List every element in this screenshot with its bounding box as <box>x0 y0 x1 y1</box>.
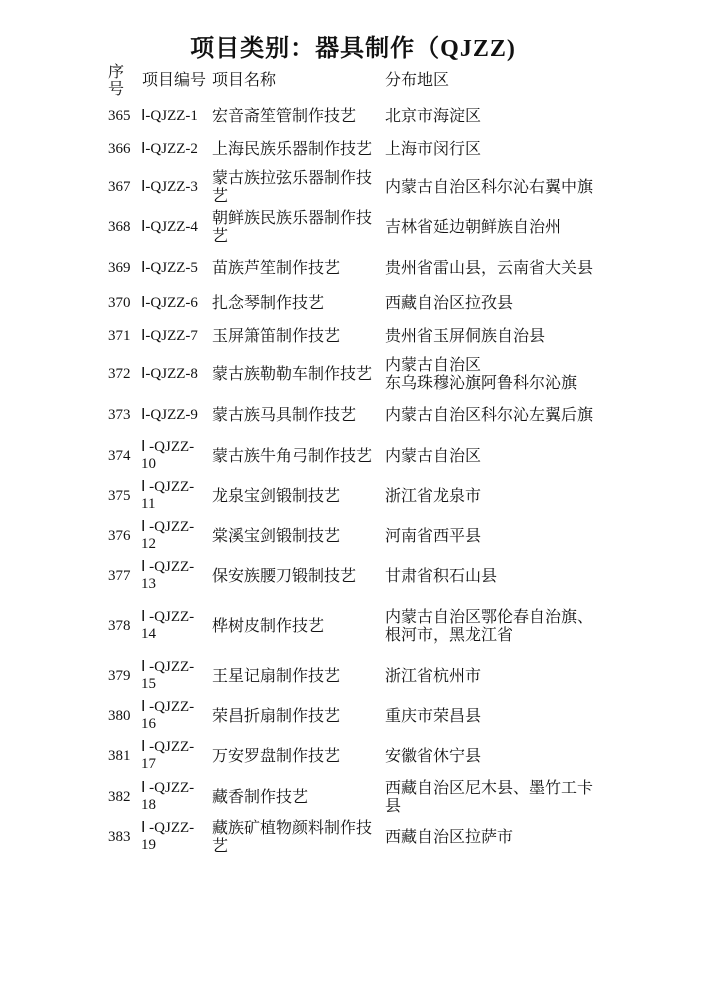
row-region: 北京市海淀区 <box>385 106 482 125</box>
table-row <box>0 478 706 514</box>
row-name: 蒙古族勒勒车制作技艺 <box>212 364 373 383</box>
row-name: 朝鲜族民族乐器制作技艺 <box>212 208 373 245</box>
row-seq: 370 <box>108 295 131 311</box>
row-region: 贵州省雷山县，云南省大关县 <box>385 258 594 277</box>
row-code-prefix: Ⅰ -QJZZ- <box>141 699 195 715</box>
table-row <box>0 209 706 245</box>
table-row <box>0 698 706 734</box>
row-code <box>141 658 213 694</box>
row-name: 蒙古族马具制作技艺 <box>212 405 357 424</box>
table-row <box>0 250 706 286</box>
page-title <box>0 28 706 63</box>
row-seq: 372 <box>108 366 131 382</box>
table-row <box>0 294 706 312</box>
row-name: 蒙古族拉弦乐器制作技艺 <box>212 168 373 205</box>
row-name: 荣昌折扇制作技艺 <box>212 706 341 725</box>
row-code: Ⅰ-QJZZ-2 <box>141 141 198 157</box>
row-code <box>141 779 213 815</box>
row-code-prefix: Ⅰ -QJZZ- <box>141 559 195 575</box>
row-region: 重庆市荣昌县 <box>385 706 482 725</box>
table-row <box>0 438 706 474</box>
row-code-number: 14 <box>141 626 156 642</box>
row-seq: 379 <box>108 668 131 684</box>
row-region: 内蒙古自治区鄂伦春自治旗、 根河市，黑龙江省 <box>385 607 594 644</box>
row-name: 藏族矿植物颜料制作技艺 <box>212 818 373 855</box>
row-code-number: 10 <box>141 456 156 472</box>
row-code <box>141 819 213 855</box>
row-code-prefix: Ⅰ -QJZZ- <box>141 609 195 625</box>
table-row <box>0 327 706 345</box>
row-region: 内蒙古自治区科尔沁左翼后旗 <box>385 405 594 424</box>
row-code <box>141 608 213 644</box>
row-code <box>141 478 213 514</box>
row-code-prefix: Ⅰ -QJZZ- <box>141 820 195 836</box>
row-name: 上海民族乐器制作技艺 <box>212 139 373 158</box>
row-region: 上海市闵行区 <box>385 139 482 158</box>
table-row <box>0 140 706 158</box>
row-code <box>141 738 213 774</box>
row-seq: 369 <box>108 260 131 276</box>
row-region: 浙江省杭州市 <box>385 666 482 685</box>
row-seq: 376 <box>108 528 131 544</box>
row-code-prefix: Ⅰ -QJZZ- <box>141 439 195 455</box>
row-code: Ⅰ-QJZZ-1 <box>141 108 198 124</box>
row-code-number: 11 <box>141 496 156 512</box>
row-code <box>141 558 213 594</box>
row-name: 保安族腰刀锻制技艺 <box>212 566 357 585</box>
row-seq: 381 <box>108 748 131 764</box>
row-code-number: 19 <box>141 837 156 853</box>
row-region: 甘肃省积石山县 <box>385 566 498 585</box>
row-name: 藏香制作技艺 <box>212 787 309 806</box>
row-seq: 374 <box>108 448 131 464</box>
row-code-number: 15 <box>141 676 156 692</box>
row-name: 龙泉宝剑锻制技艺 <box>212 486 341 505</box>
row-region: 吉林省延边朝鲜族自治州 <box>385 217 562 236</box>
table-row <box>0 819 706 855</box>
row-region: 贵州省玉屏侗族自治县 <box>385 326 546 345</box>
row-name: 万安罗盘制作技艺 <box>212 746 341 765</box>
row-seq: 371 <box>108 328 131 344</box>
row-seq: 375 <box>108 488 131 504</box>
row-code-number: 16 <box>141 716 156 732</box>
row-seq: 383 <box>108 829 131 845</box>
table-row <box>0 397 706 433</box>
table-row <box>0 518 706 554</box>
row-code <box>141 518 213 554</box>
row-seq: 373 <box>108 407 131 423</box>
row-code: Ⅰ-QJZZ-4 <box>141 219 198 235</box>
row-code: Ⅰ-QJZZ-8 <box>141 366 198 382</box>
table-row <box>0 107 706 125</box>
row-code: Ⅰ-QJZZ-3 <box>141 179 198 195</box>
row-code-prefix: Ⅰ -QJZZ- <box>141 659 195 675</box>
row-code-number: 13 <box>141 576 156 592</box>
row-name: 扎念琴制作技艺 <box>212 293 325 312</box>
row-seq: 368 <box>108 219 131 235</box>
row-region: 西藏自治区拉萨市 <box>385 827 514 846</box>
row-seq: 366 <box>108 141 131 157</box>
row-name: 蒙古族牛角弓制作技艺 <box>212 446 373 465</box>
row-name: 宏音斋笙管制作技艺 <box>212 106 357 125</box>
page-title-code: （QJZZ) <box>415 36 516 62</box>
row-region: 西藏自治区拉孜县 <box>385 293 514 312</box>
row-code: Ⅰ-QJZZ-6 <box>141 295 198 311</box>
header-name: 项目名称 <box>212 70 277 89</box>
row-code-prefix: Ⅰ -QJZZ- <box>141 519 195 535</box>
row-code: Ⅰ-QJZZ-5 <box>141 260 198 276</box>
table-row <box>0 738 706 774</box>
row-region: 安徽省休宁县 <box>385 746 482 765</box>
row-name: 王星记扇制作技艺 <box>212 666 341 685</box>
table-row <box>0 169 706 205</box>
table-row <box>0 558 706 594</box>
table-row <box>0 658 706 694</box>
header-region: 分布地区 <box>385 70 450 89</box>
table-row <box>0 779 706 815</box>
row-seq: 380 <box>108 708 131 724</box>
row-name: 棠溪宝剑锻制技艺 <box>212 526 341 545</box>
row-code <box>141 698 213 734</box>
row-region: 河南省西平县 <box>385 526 482 545</box>
row-code-number: 12 <box>141 536 156 552</box>
row-code: Ⅰ-QJZZ-7 <box>141 328 198 344</box>
row-region: 西藏自治区尼木县、墨竹工卡县 <box>385 778 594 815</box>
row-region: 浙江省龙泉市 <box>385 486 482 505</box>
row-region: 内蒙古自治区科尔沁右翼中旗 <box>385 177 594 196</box>
row-name: 桦树皮制作技艺 <box>212 616 325 635</box>
row-seq: 365 <box>108 108 131 124</box>
row-code-number: 18 <box>141 797 156 813</box>
row-region: 内蒙古自治区 <box>385 446 482 465</box>
table-row <box>0 356 706 392</box>
row-name: 苗族芦笙制作技艺 <box>212 258 341 277</box>
row-seq: 377 <box>108 568 131 584</box>
row-code <box>141 438 213 474</box>
row-code-number: 17 <box>141 756 156 772</box>
row-seq: 367 <box>108 179 131 195</box>
page-title-text: 项目类别：器具制作 <box>190 34 416 62</box>
table-row <box>0 599 706 653</box>
row-code-prefix: Ⅰ -QJZZ- <box>141 780 195 796</box>
row-seq: 378 <box>108 618 131 634</box>
row-seq: 382 <box>108 789 131 805</box>
row-name: 玉屏箫笛制作技艺 <box>212 326 341 345</box>
row-region: 内蒙古自治区 东乌珠穆沁旗阿鲁科尔沁旗 <box>385 355 578 392</box>
header-code: 项目编号 <box>142 70 207 89</box>
row-code-prefix: Ⅰ -QJZZ- <box>141 739 195 755</box>
row-code-prefix: Ⅰ -QJZZ- <box>141 479 195 495</box>
row-code: Ⅰ-QJZZ-9 <box>141 407 198 423</box>
header-seq: 序号 <box>108 62 125 98</box>
